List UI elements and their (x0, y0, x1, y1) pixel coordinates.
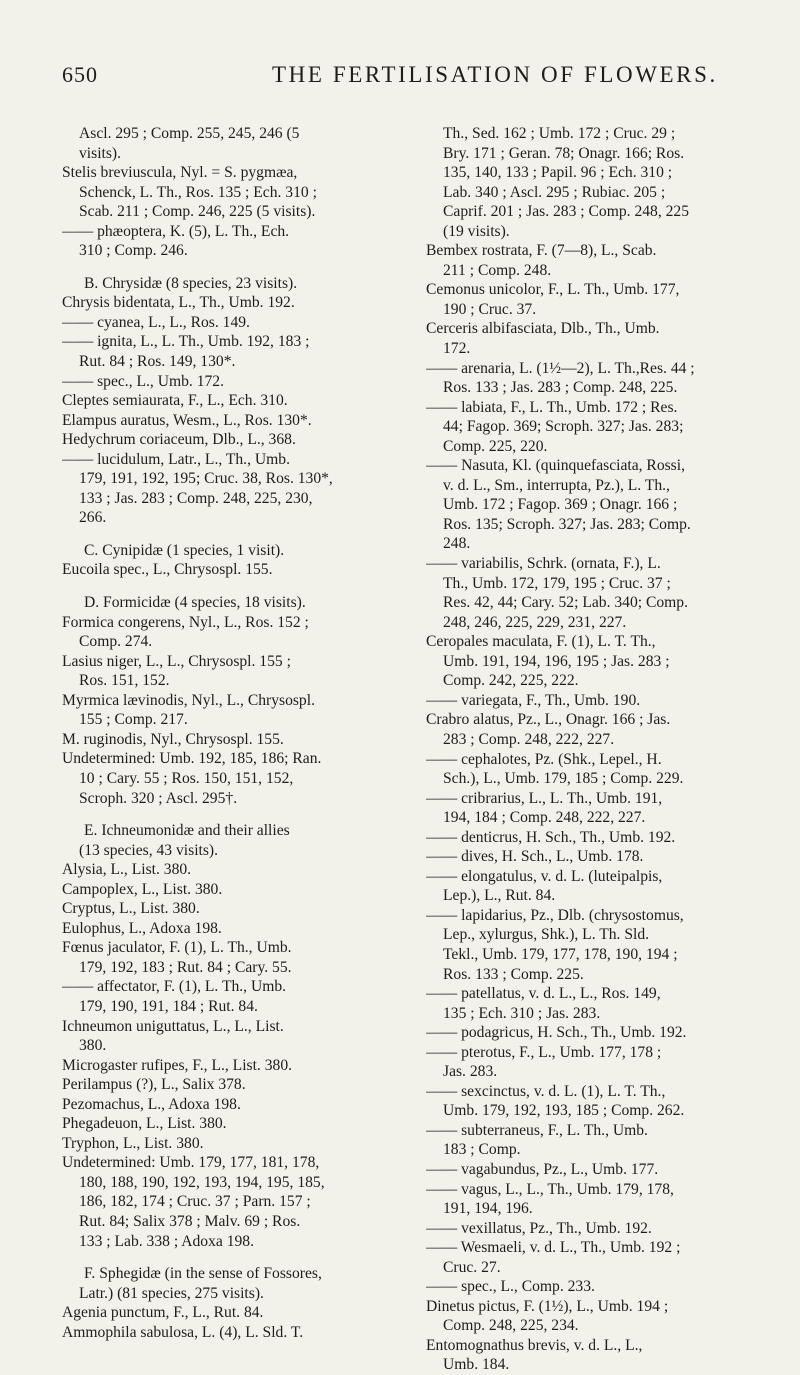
text-line: Lep., xylurgus, Shk.), L. Th. Sld. (443, 926, 650, 944)
text-line: Sch.), L., Umb. 179, 185 ; Comp. 229. (443, 770, 684, 788)
text-line: —— pterotus, F., L., Umb. 177, 178 ; (426, 1043, 662, 1061)
text-line: Ros. 133 ; Comp. 225. (443, 965, 584, 983)
text-line: Ros. 151, 152. (79, 672, 170, 690)
text-line: —— labiata, F., L. Th., Umb. 172 ; Res. (426, 398, 678, 416)
text-line: —— cribrarius, L., L. Th., Umb. 191, (426, 789, 663, 807)
text-line: —— vagabundus, Pz., L., Umb. 177. (426, 1160, 659, 1178)
text-line: Ros. 133 ; Jas. 283 ; Comp. 248, 225. (443, 379, 678, 397)
text-line: Dinetus pictus, F. (1½), L., Umb. 194 ; (426, 1297, 669, 1315)
text-line: —— elongatulus, v. d. L. (luteipalpis, (426, 867, 663, 885)
text-line: —— lapidarius, Pz., Dlb. (chrysostomus, (426, 906, 684, 924)
section-heading: F. Sphegidæ (in the sense of Fossores, (84, 1265, 322, 1283)
text-line: —— podagricus, H. Sch., Th., Umb. 192. (426, 1024, 687, 1042)
text-line: Cerceris albifasciata, Dlb., Th., Umb. (426, 320, 660, 338)
text-line: Ceropales maculata, F. (1), L. T. Th., (426, 633, 656, 651)
section-heading: E. Ichneumonidæ and their allies (84, 822, 290, 840)
text-line: 191, 194, 196. (443, 1200, 533, 1218)
text-line: Umb. 184. (443, 1356, 510, 1374)
text-line: 135, 140, 133 ; Papil. 96 ; Ech. 310 ; (443, 164, 673, 182)
text-line: Latr.) (81 species, 275 visits). (79, 1284, 264, 1302)
text-line: 183 ; Comp. (443, 1141, 521, 1159)
section-heading: C. Cynipidæ (1 species, 1 visit). (84, 541, 285, 559)
text-line: Jas. 283. (443, 1063, 498, 1081)
text-line: 135 ; Ech. 310 ; Jas. 283. (443, 1004, 601, 1022)
text-line: 248. (443, 535, 471, 553)
text-line: 44; Fagop. 369; Scroph. 327; Jas. 283; (443, 418, 684, 436)
text-line: Bembex rostrata, F. (7—8), L., Scab. (426, 242, 657, 260)
text-line: Alysia, L., List. 380. (62, 861, 192, 879)
text-line: Fœnus jaculator, F. (1), L. Th., Umb. (62, 939, 292, 957)
text-line: Chrysis bidentata, L., Th., Umb. 192. (62, 294, 295, 312)
text-line: Crabro alatus, Pz., L., Onagr. 166 ; Jas. (426, 711, 671, 729)
text-line: 172. (443, 340, 471, 358)
text-line: —— lucidulum, Latr., L., Th., Umb. (62, 450, 290, 468)
left-column (62, 124, 396, 1342)
text-line: Undetermined: Umb. 192, 185, 186; Ran. (62, 750, 322, 768)
text-line: Ros. 135; Scroph. 327; Jas. 283; Comp. (443, 515, 691, 533)
text-line: Tryphon, L., List. 380. (62, 1134, 204, 1152)
text-line: —— patellatus, v. d. L., L., Ros. 149, (426, 985, 661, 1003)
text-line: Bry. 171 ; Geran. 78; Onagr. 166; Ros. (443, 144, 685, 162)
text-line: visits). (79, 144, 122, 162)
text-line: Ammophila sabulosa, L. (4), L. Sld. T. (62, 1323, 304, 1341)
text-line: Cryptus, L., List. 380. (62, 900, 200, 918)
text-line: Ascl. 295 ; Comp. 255, 245, 246 (5 (79, 125, 300, 142)
text-line: Formica congerens, Nyl., L., Ros. 152 ; (62, 613, 309, 631)
text-line: Umb. 191, 194, 196, 195 ; Jas. 283 ; (443, 652, 670, 670)
text-line: Tekl., Umb. 179, 177, 178, 190, 194 ; (443, 945, 678, 963)
section-gap (62, 580, 396, 593)
text-line: Cruc. 27. (443, 1258, 501, 1276)
text-line: Stelis breviuscula, Nyl. = S. pygmæa, (62, 164, 298, 182)
text-line: Phegadeuon, L., List. 380. (62, 1115, 227, 1133)
text-line: Rut. 84; Salix 378 ; Malv. 69 ; Ros. (79, 1212, 301, 1230)
text-line: Scroph. 320 ; Ascl. 295†. (79, 789, 238, 807)
text-line: —— vexillatus, Pz., Th., Umb. 192. (426, 1219, 652, 1237)
section-gap (62, 528, 396, 541)
text-line: Res. 42, 44; Cary. 52; Lab. 340; Comp. (443, 594, 689, 612)
text-line: Comp. 225, 220. (443, 437, 548, 455)
right-column (426, 124, 756, 1375)
text-line: —— spec., L., Comp. 233. (426, 1278, 595, 1296)
section-gap (62, 261, 396, 274)
text-line: Eucoila spec., L., Chrysospl. 155. (62, 561, 273, 579)
text-line: 179, 192, 183 ; Rut. 84 ; Cary. 55. (79, 958, 292, 976)
text-line: Hedychrum coriaceum, Dlb., L., 368. (62, 431, 296, 449)
text-line: (13 species, 43 visits). (79, 841, 219, 859)
text-line: —— Wesmaeli, v. d. L., Th., Umb. 192 ; (426, 1239, 681, 1257)
text-line: —— variegata, F., Th., Umb. 190. (426, 691, 641, 709)
text-line: Rut. 84 ; Ros. 149, 130*. (79, 353, 236, 371)
page-number: 650 (62, 62, 98, 87)
text-line: 179, 191, 192, 195; Cruc. 38, Ros. 130*, (79, 470, 333, 488)
text-line: Lab. 340 ; Ascl. 295 ; Rubiac. 205 ; (443, 183, 666, 201)
text-line: M. ruginodis, Nyl., Chrysospl. 155. (62, 730, 284, 748)
text-line: Elampus auratus, Wesm., L., Ros. 130*. (62, 411, 312, 429)
text-line: Pezomachus, L., Adoxa 198. (62, 1095, 241, 1113)
text-line: Ichneumon uniguttatus, L., L., List. (62, 1017, 284, 1035)
text-line: Schenck, L. Th., Ros. 135 ; Ech. 310 ; (79, 183, 317, 201)
text-line: 179, 190, 191, 184 ; Rut. 84. (79, 997, 258, 1015)
text-line: Cleptes semiaurata, F., L., Ech. 310. (62, 392, 288, 410)
text-line: Umb. 172 ; Fagop. 369 ; Onagr. 166 ; (443, 496, 678, 514)
text-line: —— variabilis, Schrk. (ornata, F.), L. (426, 555, 661, 573)
text-line: —— affectator, F. (1), L. Th., Umb. (62, 978, 287, 996)
text-line: Undetermined: Umb. 179, 177, 181, 178, (62, 1154, 320, 1172)
text-line: Comp. 248, 225, 234. (443, 1317, 579, 1335)
text-line: 10 ; Cary. 55 ; Ros. 150, 151, 152, (79, 769, 294, 787)
text-line: —— spec., L., Umb. 172. (62, 372, 224, 390)
running-title: THE FERTILISATION OF FLOWERS. (272, 62, 718, 87)
text-line: —— sexcinctus, v. d. L. (1), L. T. Th., (426, 1082, 666, 1100)
text-line: 283 ; Comp. 248, 222, 227. (443, 730, 615, 748)
text-line: Lasius niger, L., L., Chrysospl. 155 ; (62, 652, 291, 670)
text-line: —— Nasuta, Kl. (quinquefasciata, Rossi, (426, 457, 685, 475)
text-line: Eulophus, L., Adoxa 198. (62, 919, 222, 937)
text-line: 133 ; Lab. 338 ; Adoxa 198. (79, 1232, 254, 1250)
text-line: 155 ; Comp. 217. (79, 711, 188, 729)
text-line: Agenia punctum, F., L., Rut. 84. (62, 1304, 264, 1322)
text-line: —— subterraneus, F., L. Th., Umb. (426, 1121, 648, 1139)
text-line: —— denticrus, H. Sch., Th., Umb. 192. (426, 828, 676, 846)
section-gap (62, 808, 396, 821)
text-line: Microgaster rufipes, F., L., List. 380. (62, 1056, 293, 1074)
text-line: Umb. 179, 192, 193, 185 ; Comp. 262. (443, 1102, 685, 1120)
text-line: Comp. 274. (79, 633, 153, 651)
text-line: Comp. 242, 225, 222. (443, 672, 579, 690)
text-line: Campoplex, L., List. 380. (62, 880, 223, 898)
text-line: —— dives, H. Sch., L., Umb. 178. (426, 848, 644, 866)
section-heading: B. Chrysidæ (8 species, 23 visits). (84, 274, 298, 292)
page-header (62, 62, 760, 102)
section-heading: D. Formicidæ (4 species, 18 visits). (84, 594, 306, 612)
text-line: Th., Sed. 162 ; Umb. 172 ; Cruc. 29 ; (443, 125, 676, 142)
text-line: 133 ; Jas. 283 ; Comp. 248, 225, 230, (79, 489, 313, 507)
text-line: Th., Umb. 172, 179, 195 ; Cruc. 37 ; (443, 574, 671, 592)
text-line: 266. (79, 509, 107, 527)
text-line: —— phæoptera, K. (5), L. Th., Ech. (62, 222, 290, 240)
text-line: Perilampus (?), L., Salix 378. (62, 1076, 246, 1094)
text-line: —— ignita, L., L. Th., Umb. 192, 183 ; (62, 333, 310, 351)
text-line: Caprif. 201 ; Jas. 283 ; Comp. 248, 225 (443, 203, 690, 221)
text-line: 190 ; Cruc. 37. (443, 300, 537, 318)
text-line: 180, 188, 190, 192, 193, 194, 195, 185, (79, 1173, 325, 1191)
text-line: Cemonus unicolor, F., L. Th., Umb. 177, (426, 281, 680, 299)
text-line: 194, 184 ; Comp. 248, 222, 227. (443, 809, 646, 827)
text-line: 380. (79, 1037, 107, 1055)
text-line: 186, 182, 174 ; Cruc. 37 ; Parn. 157 ; (79, 1193, 311, 1211)
text-line: —— arenaria, L. (1½—2), L. Th.,Res. 44 ; (426, 359, 695, 377)
text-line: Myrmica lævinodis, Nyl., L., Chrysospl. (62, 691, 315, 709)
text-line: (19 visits). (443, 222, 510, 240)
text-line: 310 ; Comp. 246. (79, 242, 188, 260)
text-line: —— cephalotes, Pz. (Shk., Lepel., H. (426, 750, 662, 768)
text-line: 248, 246, 225, 229, 231, 227. (443, 613, 627, 631)
section-gap (62, 1251, 396, 1264)
text-line: 211 ; Comp. 248. (443, 261, 552, 279)
text-line: —— vagus, L., L., Th., Umb. 179, 178, (426, 1180, 674, 1198)
text-line: Lep.), L., Rut. 84. (443, 887, 556, 905)
text-line: Entomognathus brevis, v. d. L., L., (426, 1336, 643, 1354)
text-line: v. d. L., Sm., interrupta, Pz.), L. Th., (443, 476, 670, 494)
text-line: —— cyanea, L., L., Ros. 149. (62, 313, 250, 331)
text-line: Scab. 211 ; Comp. 246, 225 (5 visits). (79, 203, 316, 221)
